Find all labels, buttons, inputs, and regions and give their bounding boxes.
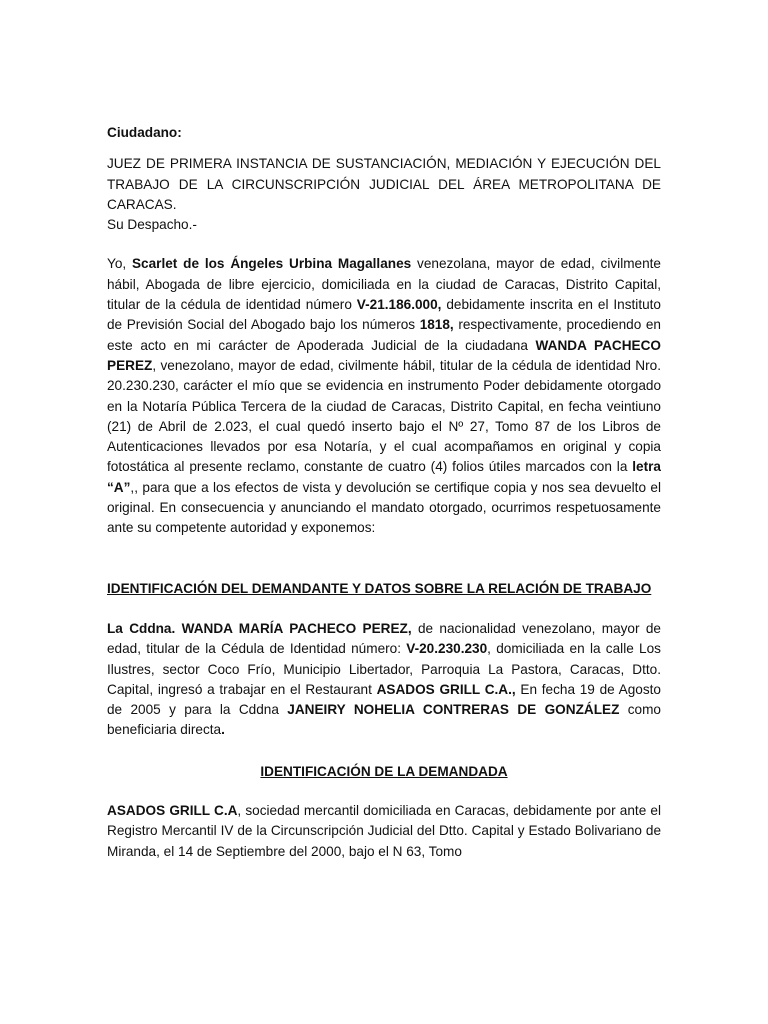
intro-text: respectivamente, procediendo en este acto en mi carácter de Apoderada Judicial de la ciudadana [107,317,661,353]
addressee-line: Ciudadano: [107,125,182,140]
letter-mark: letra “A” [107,459,661,495]
section-title-defendant: IDENTIFICACIÓN DE LA DEMANDADA [260,763,508,779]
document-page [107,123,661,862]
defendant-paragraph [107,801,661,862]
plaintiff-name: La Cddna. WANDA MARÍA PACHECO PEREZ, [107,620,412,636]
intro-text: Yo, [107,256,132,272]
plaintiff-id: V-20.230.230 [406,641,488,657]
section-title-plaintiff: IDENTIFICACIÓN DEL DEMANDANTE Y DATOS SOBRE LA RELACIÓN DE TRABAJO [107,580,652,596]
plaintiff-end-period: . [221,722,225,738]
client-name: WANDA PACHECO PEREZ [107,337,661,373]
plaintiff-text: como beneficiaria directa [107,702,661,738]
attorney-name: Scarlet de los Ángeles Urbina Magallanes [131,256,412,272]
plaintiff-text: , domiciliada en la calle Los Ilustres, sector Coco Frío, Municipio Libertador, Parroquia La Pastora, Caracas, Dtto. Capital, ingresó a trabajar en el Restaurant [107,641,661,697]
court-designation [107,154,661,235]
employer-name: ASADOS GRILL C.A., [376,681,516,697]
intro-text: debidamente inscrita en el Instituto de Previsión Social del Abogado bajo los números [107,297,661,333]
intro-text: , venezolano, mayor de edad, civilmente hábil, titular de la cédula de identidad Nro. 20.230.230, carácter el mío que se evidencia en instrumento Poder debidamente otorgado en la Notaría Pública Tercera de la ciudad de Caracas, Distrito Capital, en fecha veintiuno (21) de Abril de 2.023, el cual quedó inserto bajo el Nº 27, Tomo 87 de los Libros de Autenticaciones llevados por esa Notaría, y el cual acompañamos en original y copia fotostática al presente reclamo, constante de cuatro (4) folios útiles marcados con la [107,357,661,475]
inpre-number: 1818, [419,317,454,333]
intro-text: ,, para que a los efectos de vista y devolución se certifique copia y nos sea devuelto el original. En consecuencia y anunciando el mandato otorgado, ocurrimos respetuosamente ante su competente autoridad y exponemos: [107,479,661,536]
despacho-line: Su Despacho.- [107,217,197,233]
plaintiff-paragraph [107,619,661,741]
plaintiff-text: En fecha 19 de Agosto de 2005 y para la Cddna [107,681,661,718]
intro-text: venezolana, mayor de edad, civilmente hábil, Abogada de libre ejercicio, domiciliada en la ciudad de Caracas, Distrito Capital, titular de la cédula de identidad número [107,256,661,313]
intro-paragraph [107,254,661,538]
beneficiary-name: JANEIRY NOHELIA CONTRERAS DE GONZÁLEZ [287,702,620,718]
plaintiff-text: de nacionalidad venezolano, mayor de edad, titular de la Cédula de Identidad número: [107,620,661,657]
attorney-id: V-21.186.000, [356,297,442,313]
defendant-name: ASADOS GRILL C.A [107,803,238,819]
defendant-text: , sociedad mercantil domiciliada en Caracas, debidamente por ante el Registro Mercantil IV de la Circunscripción Judicial del Dtto. Capital y Estado Bolivariano de Miranda, el 14 de Septiembre del 2000, bajo el N 63, Tomo [107,803,661,859]
court-name: JUEZ DE PRIMERA INSTANCIA DE SUSTANCIACIÓN, MEDIACIÓN Y EJECUCIÓN DEL TRABAJO DE LA CIRCUNSCRIPCIÓN JUDICIAL DEL ÁREA METROPOLITANA DE CARACAS. [107,156,661,212]
